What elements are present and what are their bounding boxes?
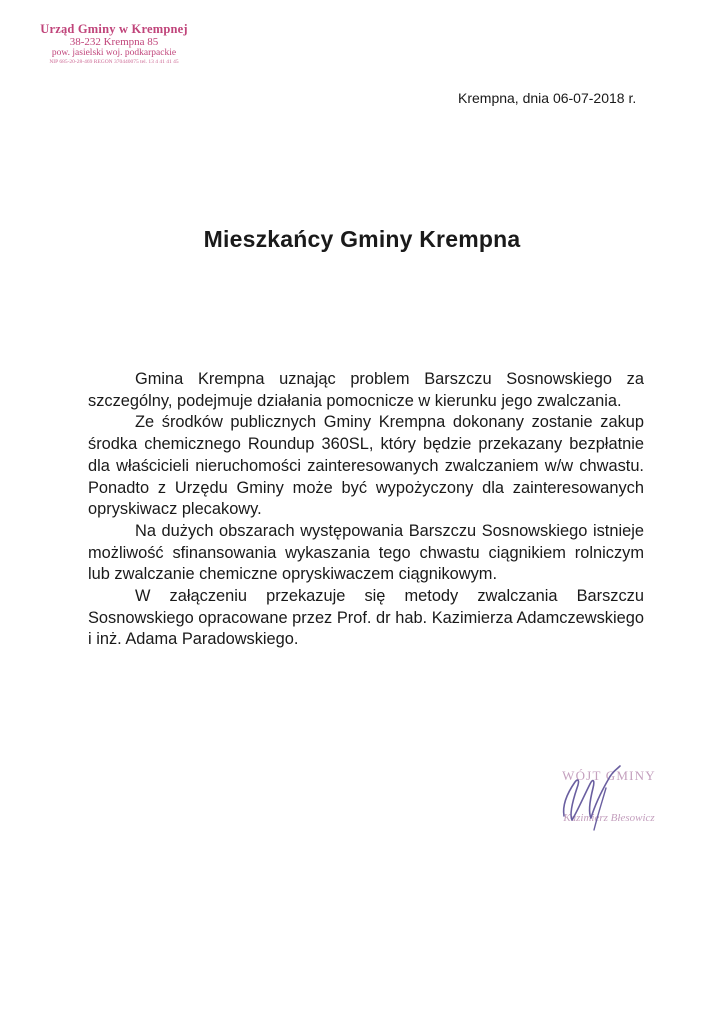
signature-stamp-title: WÓJT GMINY [562, 768, 656, 783]
paragraph-3: Na dużych obszarach występowania Barszczu Sosnowskiego istnieje możliwość sfinansowania wykaszania tego chwastu ciągnikiem rolniczym lub zwalczanie chemiczne opryskiwaczem ciągnikowym. [88, 521, 644, 584]
stamp-office-name: Urząd Gminy w Krempnej [40, 22, 188, 36]
handwritten-signature-icon [528, 758, 690, 838]
stamp-address: 38-232 Krempna 85 [69, 36, 159, 48]
office-stamp [28, 22, 200, 65]
document-date: Krempna, dnia 06-07-2018 r. [458, 90, 637, 106]
paragraph-2: Ze środków publicznych Gminy Krempna dokonany zostanie zakup środka chemicznego Roundup 360SL, który będzie przekazany bezpłatnie dla właścicieli nieruchomości zainteresowanych zwalczaniem w/w chwastu. Ponadto z Urzędu Gminy może być wypożyczony dla zainteresowanych opryskiwacz plecakowy. [88, 413, 644, 519]
document-title: Mieszkańcy Gminy Krempna [203, 226, 521, 252]
signature-stamp-name: Kazimierz Błesowicz [563, 812, 655, 824]
stamp-identifiers: NIP 685-20-28-469 REGON 370440075 tel. 13 4 41 41 45 [49, 58, 179, 65]
paragraph-4: W załączeniu przekazuje się metody zwalczania Barszczu Sosnowskiego opracowane przez Prof. dr hab. Kazimierza Adamczewskiego i inż. Adama Paradowskiego. [88, 587, 644, 649]
stamp-region: pow. jasielski woj. podkarpackie [51, 48, 177, 59]
paragraph-1: Gmina Krempna uznając problem Barszczu Sosnowskiego za szczególny, podejmuje działania pomocnicze w kierunku jego zwalczania. [88, 370, 644, 410]
signature-block [528, 758, 690, 838]
document-body [88, 369, 644, 651]
